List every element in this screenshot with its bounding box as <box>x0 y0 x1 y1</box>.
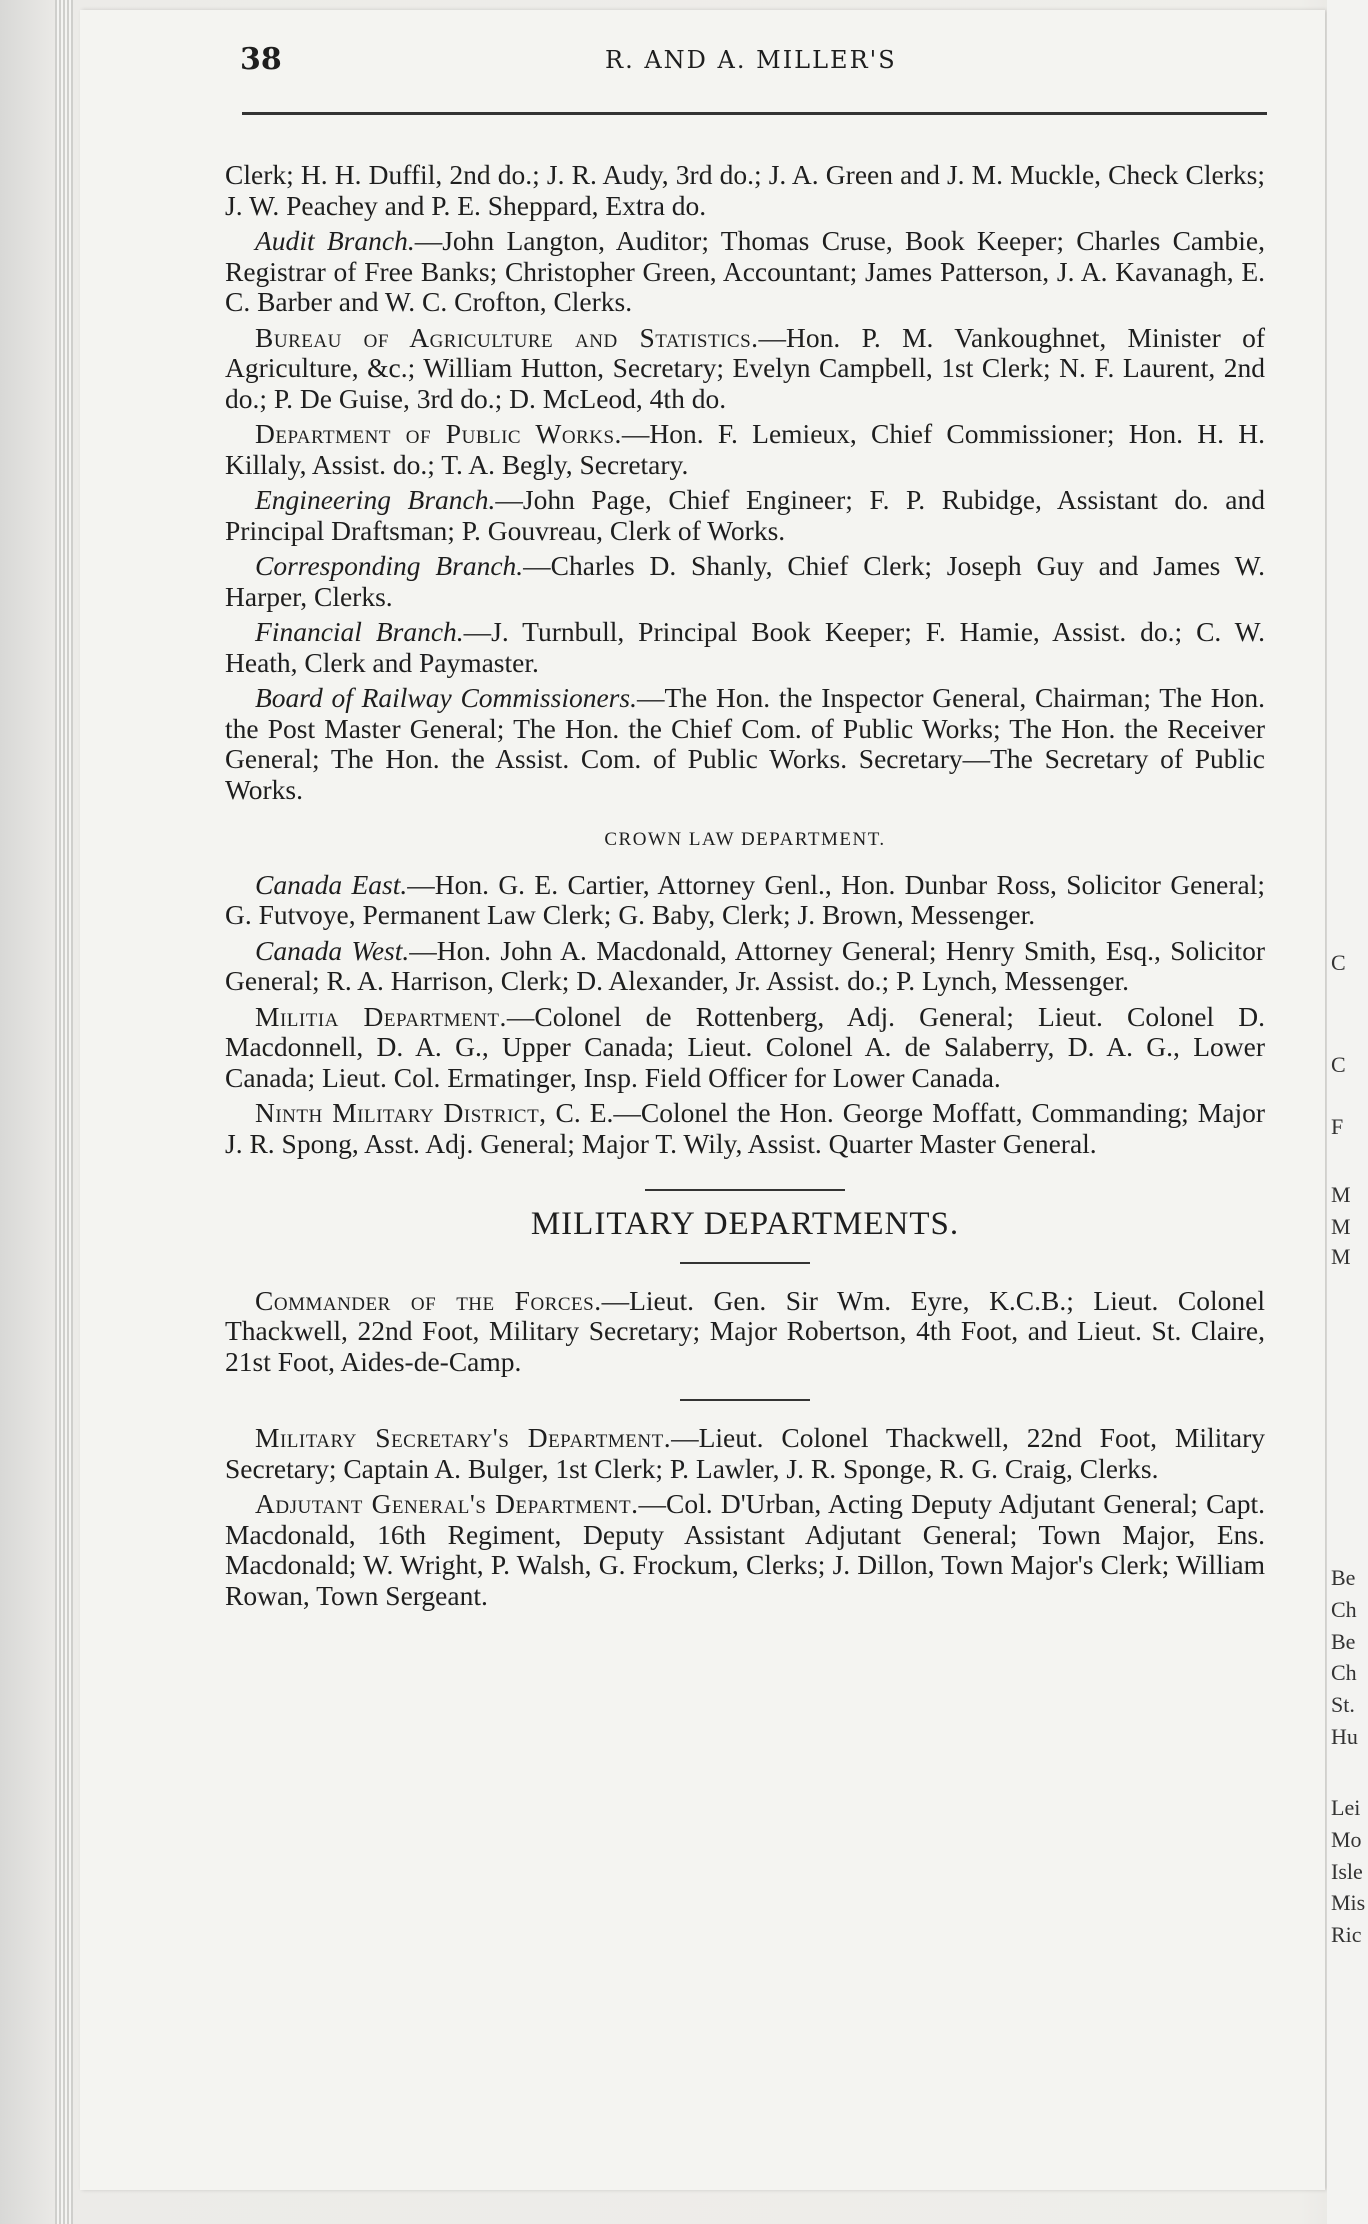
fragment: C <box>1331 1052 1346 1077</box>
section-lead: Militia Department. <box>255 1000 507 1032</box>
section-text: C. E.—Colonel the Hon. George Moffatt, Commanding; Major J. R. Spong, Asst. Adj. General; Major T. Wily, Assist. Quarter Master General. <box>225 1097 1265 1159</box>
section-text: —Col. D'Urban, Acting Deputy Adjutant General; Capt. Macdonald, 16th Regiment, Deputy Assistant Adjutant General; Town Major, Ens. Macdonald; W. Wright, P. Walsh, G. Frockum, Clerks; J. Dillon, Town Major's Clerk; William Rowan, Town Sergeant. <box>225 1488 1265 1611</box>
fragment: Lei <box>1331 1795 1361 1820</box>
adjacent-page-edge <box>1327 0 1368 2224</box>
fragment: Hu <box>1331 1724 1358 1749</box>
paragraph-military-secretary <box>225 1423 1265 1484</box>
section-lead: Board of Railway Commissioners. <box>255 682 637 713</box>
section-text: —Hon. F. Lemieux, Chief Commissioner; Hon. H. H. Killaly, Assist. do.; T. A. Begly, Secretary. <box>225 418 1265 480</box>
paragraph-corresponding-branch <box>225 551 1265 612</box>
section-text: —Lieut. Colonel Thackwell, 22nd Foot, Military Secretary; Captain A. Bulger, 1st Clerk; P. Lawler, J. R. Sponge, R. G. Craig, Clerks. <box>225 1422 1266 1484</box>
section-lead: Bureau of Agriculture and Statistics. <box>255 321 759 353</box>
section-lead: Department of Public Works. <box>255 418 622 449</box>
page-body <box>225 160 1265 1616</box>
section-text: —Hon. P. M. Vankoughnet, Minister of Agriculture, &c.; William Hutton, Secretary; Evelyn Campbell, 1st Clerk; N. F. Laurent, 2nd do.; P. De Guise, 3rd do.; D. McLeod, 4th do. <box>225 321 1265 414</box>
paragraph-public-works <box>225 419 1265 480</box>
fragment: St. <box>1331 1692 1355 1717</box>
heading-crown-law: CROWN LAW DEPARTMENT. <box>604 829 886 850</box>
book-page-edges <box>55 0 73 2224</box>
section-lead: Commander of the Forces. <box>255 1284 602 1316</box>
section-lead: Financial Branch. <box>255 616 464 647</box>
paragraph-canada-east <box>225 870 1265 931</box>
paragraph-commander-forces <box>225 1286 1265 1378</box>
paragraph-bureau-agriculture <box>225 323 1265 415</box>
paragraph-treasury-clerks: Clerk; H. H. Duffil, 2nd do.; J. R. Audy, 3rd do.; J. A. Green and J. M. Muckle, Check Clerks; J. W. Peachey and P. E. Sheppard, Extra do. <box>225 159 1265 221</box>
section-text: —The Hon. the Inspector General, Chairman; The Hon. the Post Master General; The Hon. the Chief Com. of Public Works; The Hon. the Receiver General; The Hon. the Assist. Com. of Public Works. Secretary—The Secretary of Public Works. <box>225 682 1265 805</box>
paragraph-railway-commissioners <box>225 683 1265 805</box>
paragraph-financial-branch <box>225 617 1265 678</box>
fragment: Mo <box>1331 1827 1362 1852</box>
section-lead: Canada East. <box>255 868 408 900</box>
fragment: C <box>1331 950 1346 975</box>
section-lead: Adjutant General's Department. <box>255 1488 639 1519</box>
fragment: Be <box>1331 1565 1356 1590</box>
section-lead: Engineering Branch. <box>255 484 496 515</box>
heading-military-departments: MILITARY DEPARTMENTS. <box>530 1206 960 1242</box>
fragment: Ch <box>1331 1660 1357 1685</box>
section-lead: Canada West. <box>255 934 410 966</box>
section-lead: Corresponding Branch. <box>255 550 524 581</box>
paragraph-canada-west <box>225 936 1265 997</box>
paragraph-audit-branch <box>225 226 1265 318</box>
section-lead: Ninth Military District, <box>255 1097 547 1128</box>
page-header <box>240 42 1308 82</box>
section-text: —Charles D. Shanly, Chief Clerk; Joseph Guy and James W. Harper, Clerks. <box>225 550 1265 612</box>
section-text: —John Langton, Auditor; Thomas Cruse, Book Keeper; Charles Cambie, Registrar of Free Banks; Christopher Green, Accountant; James Patterson, J. A. Kavanagh, E. C. Barber and W. C. Crofton, Clerks. <box>225 225 1265 317</box>
paragraph-engineering-branch <box>225 485 1265 546</box>
section-text: —Colonel de Rottenberg, Adj. General; Lieut. Colonel D. Macdonnell, D. A. G., Upper Canada; Lieut. Colonel A. de Salaberry, D. A. G., Lower Canada; Lieut. Col. Ermatinger, Insp. Field Officer for Lower Canada. <box>225 1000 1266 1093</box>
fragment: M <box>1331 1214 1351 1239</box>
header-rule <box>242 112 1267 115</box>
fragment: Ric <box>1331 1922 1362 1947</box>
paragraph-ninth-military-district <box>225 1098 1265 1159</box>
paragraph-adjutant-general <box>225 1489 1265 1611</box>
running-title: R. AND A. MILLER'S <box>605 46 897 74</box>
section-lead: Military Secretary's Department. <box>255 1422 672 1453</box>
fragment: F <box>1331 1114 1344 1139</box>
fragment: Mis <box>1331 1890 1366 1915</box>
section-rule <box>680 1399 810 1401</box>
fragment: Be <box>1331 1629 1356 1654</box>
fragment: M <box>1331 1244 1351 1269</box>
page-number: 38 <box>240 42 282 77</box>
section-text: —J. Turnbull, Principal Book Keeper; F. Hamie, Assist. do.; C. W. Heath, Clerk and Paymaster. <box>225 616 1265 678</box>
paragraph-militia-department <box>225 1002 1265 1094</box>
fragment: Ch <box>1331 1597 1357 1622</box>
section-text: —Hon. G. E. Cartier, Attorney Genl., Hon. Dunbar Ross, Solicitor General; G. Futvoye, Permanent Law Clerk; G. Baby, Clerk; J. Brown, Messenger. <box>225 868 1265 930</box>
fragment: M <box>1331 1182 1351 1207</box>
section-text: —Lieut. Gen. Sir Wm. Eyre, K.C.B.; Lieut. Colonel Thackwell, 22nd Foot, Military Secretary; Major Robertson, 4th Foot, and Lieut. St. Claire, 21st Foot, Aides-de-Camp. <box>225 1284 1265 1377</box>
section-lead: Audit Branch. <box>255 225 415 256</box>
fragment: Isle <box>1331 1859 1363 1884</box>
section-rule <box>645 1189 845 1191</box>
section-text: —Hon. John A. Macdonald, Attorney General; Henry Smith, Esq., Solicitor General; R. A. Harrison, Clerk; D. Alexander, Jr. Assist. do.; P. Lynch, Messenger. <box>225 934 1265 996</box>
section-text: —John Page, Chief Engineer; F. P. Rubidge, Assistant do. and Principal Draftsman; P. Gouvreau, Clerk of Works. <box>225 484 1265 546</box>
heading-rule <box>680 1262 810 1264</box>
